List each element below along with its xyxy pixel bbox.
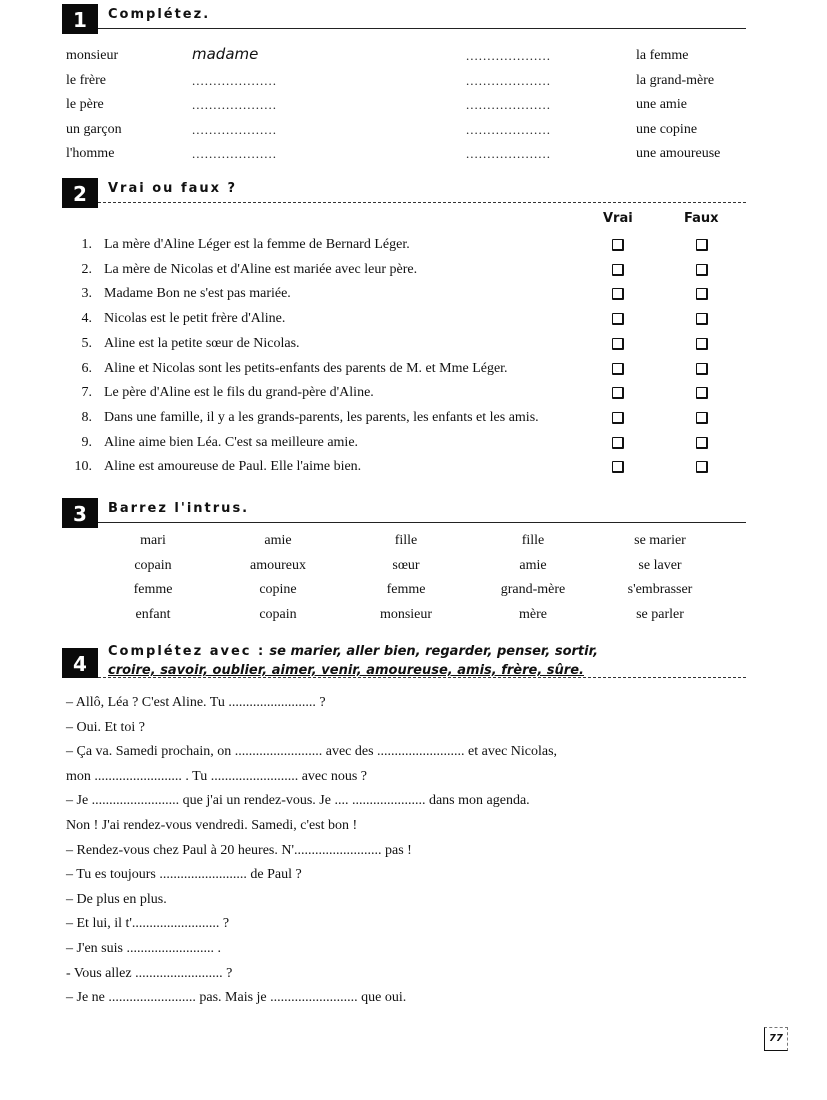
word-option[interactable]: copine [259, 582, 297, 597]
section-title: Vrai ou faux ? [108, 181, 238, 196]
masculine-word: un garçon [66, 121, 122, 137]
dialogue-line: – Allô, Léa ? C'est Aline. Tu ......................... ? [66, 695, 326, 710]
dialogue-line: – Tu es toujours ......................... de Paul ? [66, 867, 302, 883]
feminine-word: une amie [636, 97, 687, 112]
section-3-header [62, 498, 746, 528]
word-option[interactable]: sœur [392, 557, 420, 573]
word-bank-line-1: se marier, aller bien, regarder, penser, sortir, [269, 644, 599, 659]
statement-text: Aline aime bien Léa. C'est sa meilleure amie. [104, 434, 359, 450]
faux-checkbox[interactable] [696, 387, 708, 399]
vrai-checkbox[interactable] [612, 239, 624, 251]
statement-text: La mère d'Aline Léger est la femme de Bernard Léger. [104, 237, 410, 252]
dialogue-line: – Je ......................... que j'ai un rendez-vous. Je .... ..................... dans mon agenda. [66, 793, 530, 809]
answer-blank[interactable]: .................... [466, 121, 551, 137]
statement-number: 10. [74, 459, 92, 475]
masculine-word: le frère [66, 72, 107, 88]
masculine-word: le père [66, 97, 104, 112]
section-2-header [62, 178, 746, 208]
statement-number: 9. [81, 434, 92, 450]
section-title: Complétez. [108, 7, 211, 22]
vrai-checkbox[interactable] [612, 412, 624, 424]
answer-blank[interactable]: .................... [466, 146, 551, 161]
section-title: Barrez l'intrus. [108, 501, 250, 516]
word-option[interactable]: amie [264, 533, 292, 548]
dialogue-line: - Vous allez ......................... ? [66, 965, 233, 981]
feminine-word: une copine [636, 121, 698, 137]
word-option[interactable]: enfant [135, 606, 171, 622]
dialogue-line: – Rendez-vous chez Paul à 20 heures. N'......................... pas ! [66, 842, 412, 858]
vrai-column-header: Vrai [603, 211, 633, 226]
page-number: 77 [764, 1027, 788, 1051]
answer-blank[interactable]: .................... [466, 48, 551, 63]
section-number-badge: 1 [62, 4, 98, 34]
faux-checkbox[interactable] [696, 313, 708, 325]
vrai-checkbox[interactable] [612, 288, 624, 300]
statement-number: 2. [81, 261, 92, 277]
word-option[interactable]: amie [519, 557, 547, 573]
section-number-badge: 4 [62, 648, 98, 678]
word-option[interactable]: se marier [634, 533, 686, 548]
dialogue-line: – J'en suis ......................... . [66, 941, 221, 956]
word-option[interactable]: femme [386, 582, 426, 597]
answer-blank[interactable]: .................... [192, 72, 277, 88]
section-number-badge: 3 [62, 498, 98, 528]
answer-blank[interactable]: .................... [466, 72, 551, 88]
statement-number: 3. [81, 286, 92, 302]
word-option[interactable]: copain [134, 557, 172, 573]
section-rule [98, 28, 746, 29]
dialogue-line: mon ......................... . Tu ......................... avec nous ? [66, 768, 367, 784]
word-option[interactable]: monsieur [379, 606, 433, 622]
answer-blank[interactable]: .................... [192, 121, 277, 137]
word-option[interactable]: mari [140, 533, 166, 548]
feminine-word: la grand-mère [636, 72, 715, 88]
faux-column-header: Faux [684, 211, 719, 226]
statement-text: Aline est amoureuse de Paul. Elle l'aime bien. [104, 459, 362, 475]
dialogue-line: – De plus en plus. [66, 891, 167, 907]
word-option[interactable]: mère [519, 606, 547, 622]
statement-text: Nicolas est le petit frère d'Aline. [104, 311, 286, 327]
example-answer: madame [192, 45, 259, 63]
word-option[interactable]: s'embrasser [627, 582, 693, 597]
word-option[interactable]: fille [521, 533, 545, 548]
vrai-checkbox[interactable] [612, 437, 624, 449]
answer-blank[interactable]: .................... [192, 146, 277, 161]
word-option[interactable]: grand-mère [500, 582, 566, 597]
statement-text: La mère de Nicolas et d'Aline est mariée avec leur père. [104, 261, 418, 277]
statement-number: 7. [81, 385, 92, 401]
faux-checkbox[interactable] [696, 264, 708, 276]
statement-text: Dans une famille, il y a les grands-parents, les parents, les enfants et les amis. [104, 409, 539, 425]
section-1-header [62, 4, 746, 34]
faux-checkbox[interactable] [696, 461, 708, 473]
faux-checkbox[interactable] [696, 412, 708, 424]
faux-checkbox[interactable] [696, 288, 708, 300]
statement-number: 1. [81, 237, 92, 252]
word-option[interactable]: fille [394, 533, 418, 548]
vrai-checkbox[interactable] [612, 338, 624, 350]
statement-text: Madame Bon ne s'est pas mariée. [104, 286, 291, 302]
statement-number: 5. [81, 335, 92, 351]
statement-text: Aline et Nicolas sont les petits-enfants des parents de M. et Mme Léger. [104, 360, 508, 376]
dialogue-line: Non ! J'ai rendez-vous vendredi. Samedi, c'est bon ! [66, 818, 358, 833]
vrai-checkbox[interactable] [612, 363, 624, 375]
word-option[interactable]: copain [259, 606, 297, 622]
vrai-checkbox[interactable] [612, 264, 624, 276]
section-rule [98, 522, 746, 523]
word-option[interactable]: se parler [636, 606, 684, 622]
dialogue-line: – Ça va. Samedi prochain, on ......................... avec des ......................... et avec Nicolas, [66, 744, 558, 760]
section-4-title [108, 642, 598, 680]
section-number-badge: 2 [62, 178, 98, 208]
word-option[interactable]: amoureux [250, 557, 306, 573]
answer-blank[interactable]: .................... [192, 97, 277, 112]
word-bank-line-2: croire, savoir, oublier, aimer, venir, amoureuse, amis, frère, sûre. [108, 663, 584, 678]
faux-checkbox[interactable] [696, 363, 708, 375]
section-title: Complétez avec : [108, 644, 266, 659]
feminine-word: une amoureuse [636, 146, 721, 161]
section-rule [98, 202, 746, 203]
faux-checkbox[interactable] [696, 239, 708, 251]
faux-checkbox[interactable] [696, 338, 708, 350]
dialogue-line: – Oui. Et toi ? [66, 719, 145, 735]
dialogue-line: – Je ne ......................... pas. Mais je ......................... que oui. [66, 990, 407, 1006]
statement-number: 6. [81, 360, 92, 376]
vrai-checkbox[interactable] [612, 387, 624, 399]
vrai-checkbox[interactable] [612, 461, 624, 473]
masculine-word: l'homme [66, 146, 115, 161]
faux-checkbox[interactable] [696, 437, 708, 449]
masculine-word: monsieur [66, 48, 119, 63]
word-option[interactable]: se laver [638, 557, 682, 573]
statement-number: 4. [81, 311, 92, 327]
feminine-word: la femme [636, 48, 689, 63]
statement-text: Le père d'Aline est le fils du grand-père d'Aline. [104, 385, 374, 401]
dialogue-line: – Et lui, il t'......................... ? [66, 916, 230, 932]
vrai-checkbox[interactable] [612, 313, 624, 325]
answer-blank[interactable]: .................... [466, 97, 551, 112]
word-option[interactable]: femme [133, 582, 173, 597]
statement-text: Aline est la petite sœur de Nicolas. [104, 335, 300, 351]
statement-number: 8. [81, 409, 92, 425]
